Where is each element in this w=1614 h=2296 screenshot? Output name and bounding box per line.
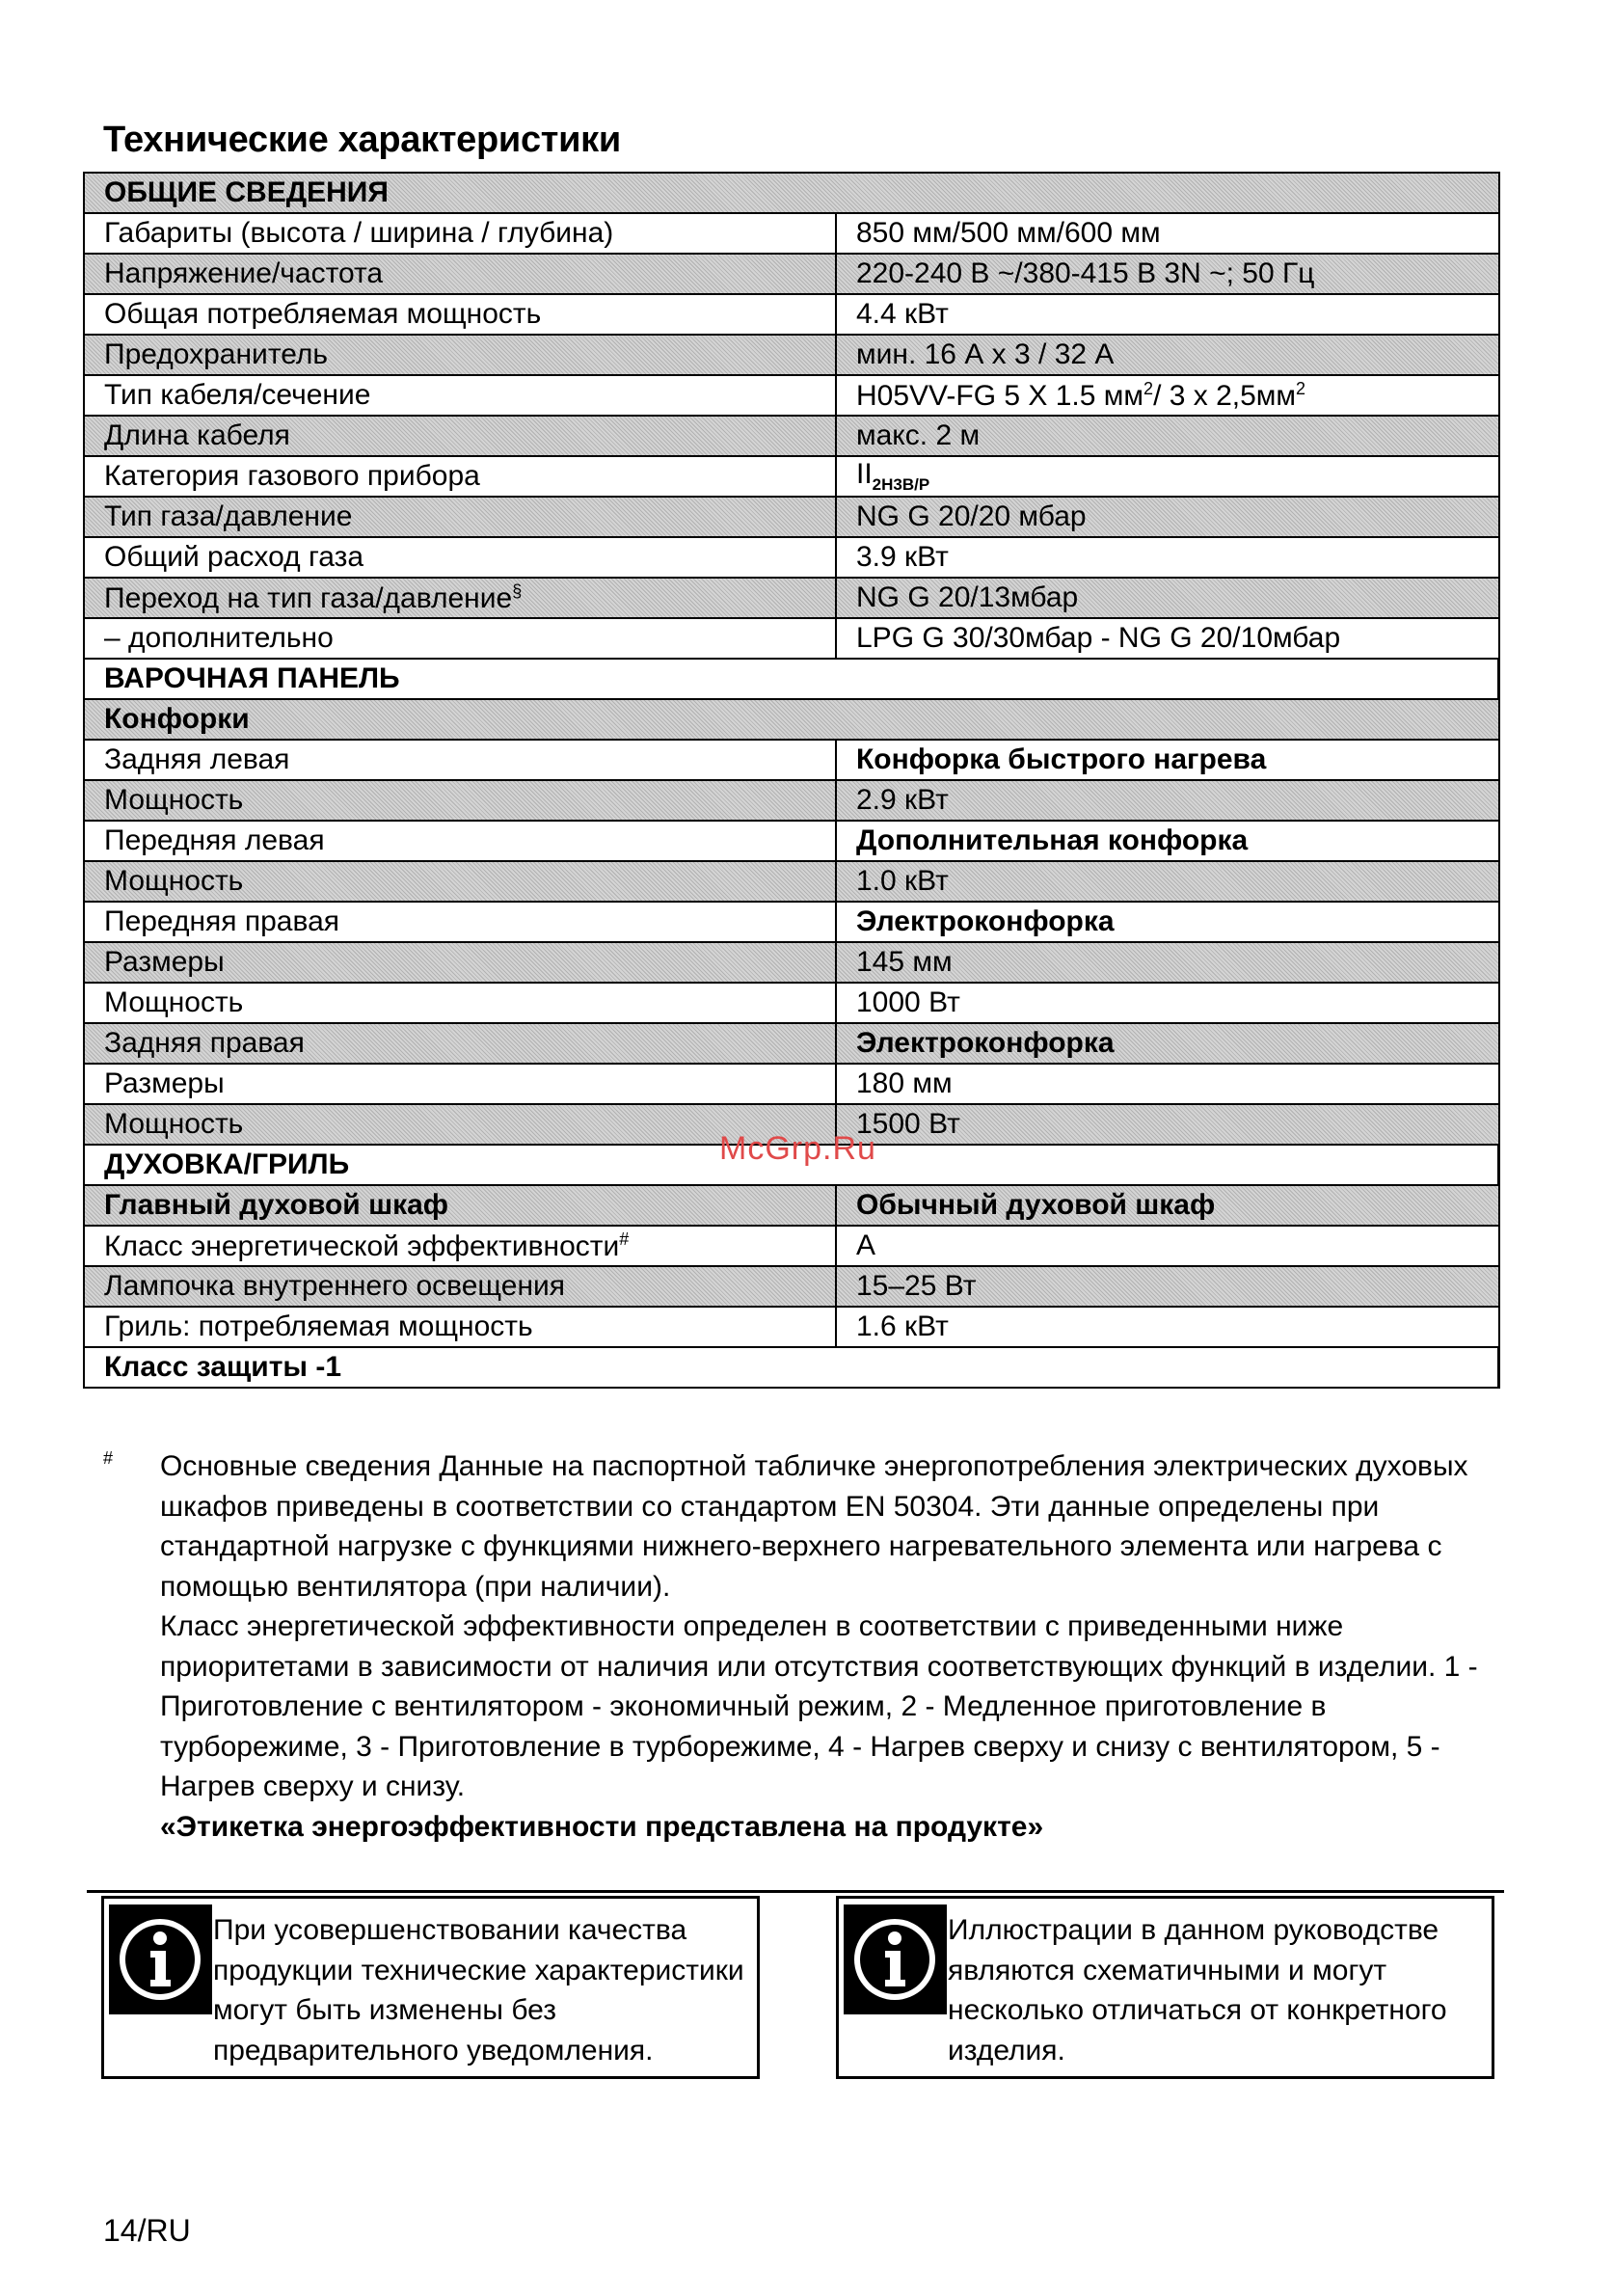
spec-value: 1500 Вт: [836, 1104, 1499, 1145]
section-heading: ДУХОВКА/ГРИЛЬ: [84, 1145, 1499, 1185]
spec-label: Напряжение/частота: [84, 254, 836, 294]
spec-label: Мощность: [84, 780, 836, 821]
info-text: Иллюстрации в данном руководстве являются схематичными и могут несколько отличаться от конкретного изделия.: [948, 1914, 1447, 2066]
spec-value: макс. 2 м: [836, 416, 1499, 456]
spec-row: [84, 821, 1499, 861]
spec-row: [84, 497, 1499, 537]
footnote-paragraph: Класс энергетической эффективности определен в соответствии с приведенными ниже приоритетами в зависимости от наличия или отсутствия соответствующих функций в изделии. 1 - Приготовление с вентилятором - экономичный режим, 2 - Медленное приготовление в турборежиме, 3 - Приготовление в турборежиме, 4 - Нагрев сверху и снизу с вентилятором, 5 - Нагрев сверху и снизу.: [160, 1610, 1478, 1802]
spec-label: Мощность: [84, 1104, 836, 1145]
spec-row: [84, 416, 1499, 456]
spec-label: Габариты (высота / ширина / глубина): [84, 213, 836, 254]
spec-label: Класс энергетической эффективности#: [84, 1226, 836, 1266]
spec-row: [84, 213, 1499, 254]
section-row: [84, 699, 1499, 740]
spec-value: 1.0 кВт: [836, 861, 1499, 902]
page-number: 14/RU: [103, 2213, 191, 2248]
spec-label: Тип кабеля/сечение: [84, 375, 836, 416]
spec-row: [84, 983, 1499, 1023]
spec-value: 2.9 кВт: [836, 780, 1499, 821]
spec-row: [84, 294, 1499, 335]
spec-label: Размеры: [84, 942, 836, 983]
spec-row: [84, 1266, 1499, 1307]
spec-label: Передняя левая: [84, 821, 836, 861]
section-row: [84, 1347, 1499, 1388]
spec-row: [84, 254, 1499, 294]
spec-value: 3.9 кВт: [836, 537, 1499, 578]
spec-row: [84, 456, 1499, 497]
spec-label: Передняя правая: [84, 902, 836, 942]
section-heading: ОБЩИЕ СВЕДЕНИЯ: [84, 173, 1499, 213]
section-row: [84, 173, 1499, 213]
info-box: [836, 1896, 1494, 2079]
spec-value: 15–25 Вт: [836, 1266, 1499, 1307]
divider: [87, 1890, 1504, 1893]
energy-label-note: «Этикетка энергоэффективности представлена на продукте»: [160, 1810, 1044, 1843]
spec-label: Мощность: [84, 861, 836, 902]
spec-value: NG G 20/20 мбар: [836, 497, 1499, 537]
spec-label: Мощность: [84, 983, 836, 1023]
spec-label: Общая потребляемая мощность: [84, 294, 836, 335]
spec-label: Гриль: потребляемая мощность: [84, 1307, 836, 1347]
spec-value: 145 мм: [836, 942, 1499, 983]
section-heading: Конфорки: [84, 699, 1499, 740]
spec-value: Электроконфорка: [836, 902, 1499, 942]
spec-row: [84, 335, 1499, 375]
spec-value: Дополнительная конфорка: [836, 821, 1499, 861]
spec-label: Размеры: [84, 1064, 836, 1104]
spec-label: Лампочка внутреннего освещения: [84, 1266, 836, 1307]
spec-value: Электроконфорка: [836, 1023, 1499, 1064]
footnote-mark: #: [103, 1448, 114, 1468]
spec-value: 4.4 кВт: [836, 294, 1499, 335]
spec-value: 850 мм/500 мм/600 мм: [836, 213, 1499, 254]
footnote: [103, 1446, 1492, 1847]
spec-label: – дополнительно: [84, 618, 836, 659]
spec-value: Конфорка быстрого нагрева: [836, 740, 1499, 780]
spec-row: [84, 861, 1499, 902]
spec-row: [84, 740, 1499, 780]
spec-row: [84, 375, 1499, 416]
spec-label: Задняя правая: [84, 1023, 836, 1064]
spec-row: [84, 618, 1499, 659]
spec-value: Обычный духовой шкаф: [836, 1185, 1499, 1226]
footnote-paragraph: Основные сведения Данные на паспортной табличке энергопотребления электрических духовых шкафов приведены в соответствии со стандартом EN 50304. Эти данные определены при стандартной нагрузке с функциями нижнего-верхнего нагревательного элемента или нагрева с помощью вентилятора (при наличии).: [160, 1450, 1468, 1603]
spec-row: [84, 1307, 1499, 1347]
spec-value: мин. 16 А x 3 / 32 А: [836, 335, 1499, 375]
section-row: [84, 659, 1499, 699]
spec-row: [84, 1064, 1499, 1104]
info-box: [101, 1896, 760, 2079]
spec-table: [83, 172, 1500, 1389]
info-icon: [109, 1904, 212, 2014]
spec-label: Предохранитель: [84, 335, 836, 375]
spec-row: [84, 1023, 1499, 1064]
spec-value: H05VV-FG 5 X 1.5 $мм^2/$ 3 x $2,5мм^2$: [836, 375, 1499, 416]
spec-row: [84, 1185, 1499, 1226]
spec-label: Главный духовой шкаф: [84, 1185, 836, 1226]
info-icon: [844, 1904, 947, 2014]
spec-label: Переход на тип газа/давление§: [84, 578, 836, 618]
spec-value: LPG G 30/30мбар - NG G 20/10мбар: [836, 618, 1499, 659]
spec-label: Задняя левая: [84, 740, 836, 780]
spec-value: 180 мм: [836, 1064, 1499, 1104]
spec-row: [84, 1226, 1499, 1266]
spec-row: [84, 780, 1499, 821]
spec-row: [84, 942, 1499, 983]
spec-label: Категория газового прибора: [84, 456, 836, 497]
spec-value: 1000 Вт: [836, 983, 1499, 1023]
spec-value: NG G 20/13мбар: [836, 578, 1499, 618]
spec-value: A: [836, 1226, 1499, 1266]
spec-value: $II_{2Н3В/Р}$: [836, 456, 1499, 497]
page-title: Технические характеристики: [103, 120, 621, 160]
spec-label: Длина кабеля: [84, 416, 836, 456]
spec-value: 1.6 кВт: [836, 1307, 1499, 1347]
spec-label: Общий расход газа: [84, 537, 836, 578]
section-heading: ВАРОЧНАЯ ПАНЕЛЬ: [84, 659, 1499, 699]
spec-value: 220-240 В ~/380-415 В 3N ~; 50 Гц: [836, 254, 1499, 294]
spec-label: Тип газа/давление: [84, 497, 836, 537]
section-heading: Класс защиты -1: [84, 1347, 1499, 1388]
spec-row: [84, 578, 1499, 618]
spec-row: [84, 537, 1499, 578]
info-text: При усовершенствовании качества продукции технические характеристики могут быть изменены без предварительного уведомления.: [213, 1914, 744, 2066]
spec-row: [84, 902, 1499, 942]
watermark: McGrp.Ru: [719, 1130, 876, 1167]
